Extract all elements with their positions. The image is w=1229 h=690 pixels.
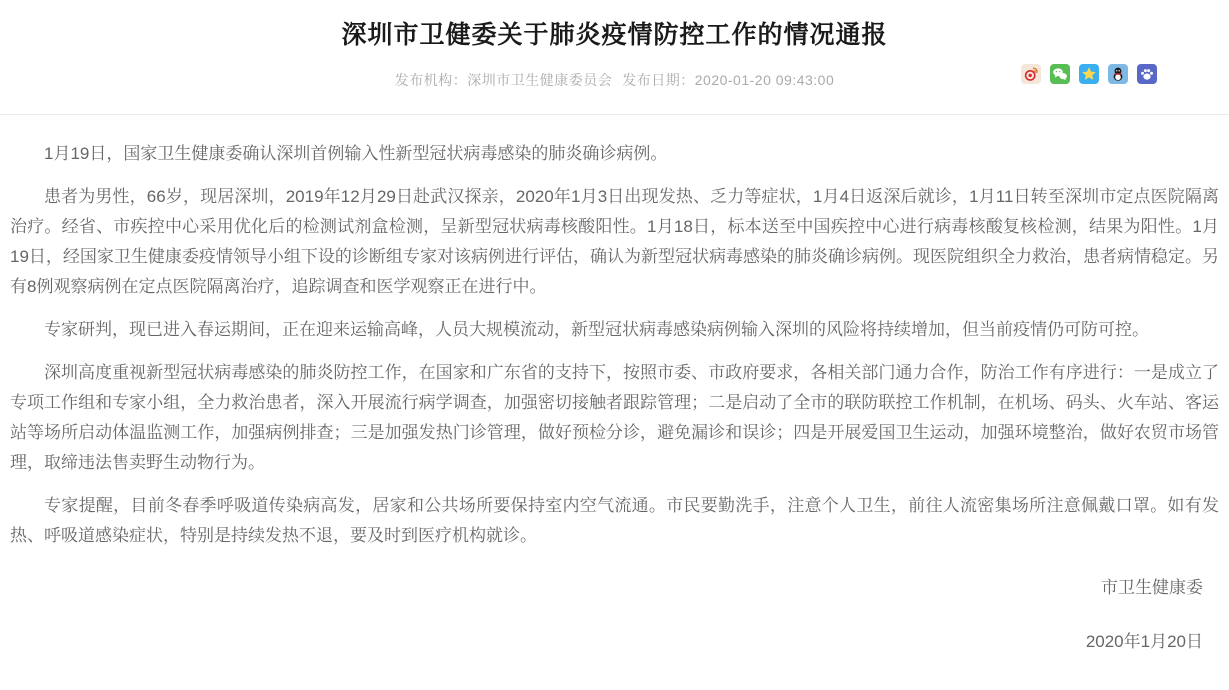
publish-date: 2020-01-20 09:43:00 <box>694 72 835 88</box>
paragraph: 专家提醒，目前冬春季呼吸道传染病高发，居家和公共场所要保持室内空气流通。市民要勤洗手，注意个人卫生，前往人流密集场所注意佩戴口罩。如有发热、呼吸道感染症状，特别是持续发热不退，要及时到医疗机构就诊。 <box>10 496 1219 545</box>
publisher-name: 深圳市卫生健康委员会 <box>467 72 613 88</box>
qq-share-icon[interactable] <box>1108 64 1128 84</box>
paragraph: 专家研判，现已进入春运期间，正在迎来运输高峰，人员大规模流动，新型冠状病毒感染病例输入深圳的风险将持续增加，但当前疫情仍可防可控。 <box>44 320 1149 339</box>
publish-date-label: 发布日期： <box>622 72 695 88</box>
qzone-share-icon[interactable] <box>1079 64 1099 84</box>
signature-date: 2020年1月20日 <box>1085 632 1203 651</box>
wechat-share-icon[interactable] <box>1050 64 1070 84</box>
signature-org: 市卫生健康委 <box>1101 578 1203 597</box>
paragraph: 患者为男性，66岁，现居深圳，2019年12月29日赴武汉探亲，2020年1月3日出现发热、乏力等症状，1月4日返深后就诊，1月11日转至深圳市定点医院隔离治疗。经省、市疾控中心采用优化后的检测试剂盒检测，呈新型冠状病毒核酸阳性。1月18日，标本送至中国疾控中心进行病毒核酸复核检测，结果为阳性。1月19日，经国家卫生健康委疫情领导小组下设的诊断组专家对该病例进行评估，确认为新型冠状病毒感染的肺炎确诊病例。现医院组织全力救治，患者病情稳定。另有8例观察病例在定点医院隔离治疗，追踪调查和医学观察正在进行中。 <box>10 187 1219 296</box>
paragraph: 深圳高度重视新型冠状病毒感染的肺炎防控工作，在国家和广东省的支持下，按照市委、市政府要求，各相关部门通力合作，防治工作有序进行：一是成立了专项工作组和专家小组，全力救治患者，深入开展流行病学调查，加强密切接触者跟踪管理；二是启动了全市的联防联控工作机制，在机场、码头、火车站、客运站等场所启动体温监测工作，加强病例排查；三是加强发热门诊管理，做好预检分诊，避免漏诊和误诊；四是开展爱国卫生运动，加强环境整治，做好农贸市场管理，取缔违法售卖野生动物行为。 <box>10 363 1219 472</box>
tieba-share-icon[interactable] <box>1137 64 1157 84</box>
share-bar <box>1021 64 1157 84</box>
document-body <box>0 115 1229 657</box>
paragraph: 1月19日，国家卫生健康委确认深圳首例输入性新型冠状病毒感染的肺炎确诊病例。 <box>44 144 668 163</box>
signature-block <box>10 573 1219 657</box>
weibo-share-icon[interactable] <box>1021 64 1041 84</box>
page-title: 深圳市卫健委关于肺炎疫情防控工作的情况通报 <box>341 21 888 49</box>
publisher-label: 发布机构： <box>394 72 468 88</box>
document-header <box>0 0 1229 115</box>
